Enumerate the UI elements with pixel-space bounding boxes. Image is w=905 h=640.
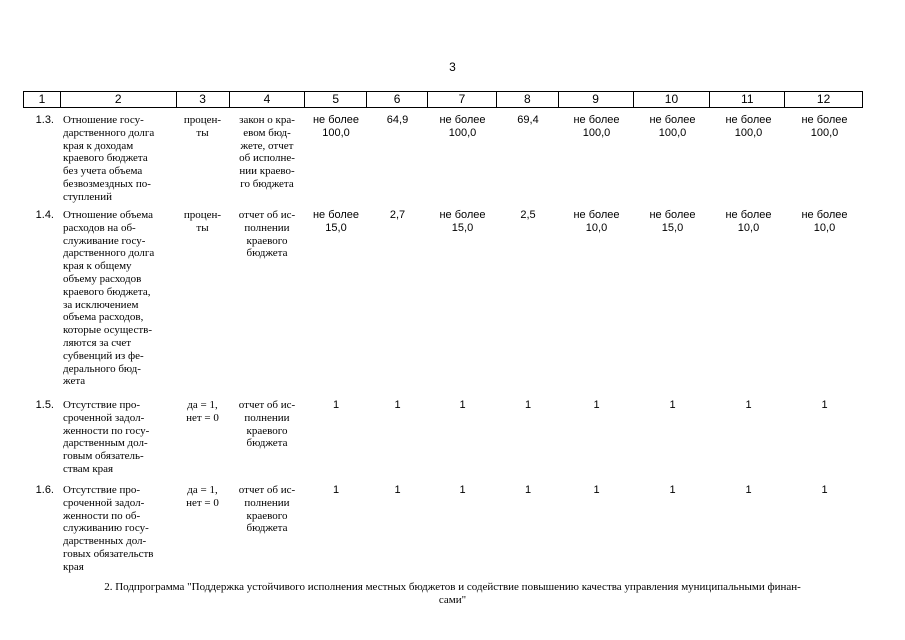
unit-of-measure: процен- ты xyxy=(183,114,222,139)
column-header-6: 6 xyxy=(367,92,428,107)
value-col-9: 1 xyxy=(593,399,600,411)
value-col-6: 2,7 xyxy=(389,209,406,221)
page-number: 3 xyxy=(449,60,456,74)
table-header-row xyxy=(23,91,863,108)
value-col-11: 1 xyxy=(745,399,752,411)
row-number: 1.3. xyxy=(35,114,54,126)
value-col-10: 1 xyxy=(669,399,676,411)
column-header-5: 5 xyxy=(305,92,367,107)
column-header-7: 7 xyxy=(428,92,497,107)
value-col-7: 1 xyxy=(459,399,466,411)
column-header-1: 1 xyxy=(24,92,61,107)
value-col-8: 69,4 xyxy=(517,114,539,126)
data-source: отчет об ис- полнении краевого бюджета xyxy=(238,209,296,260)
value-col-5: 1 xyxy=(332,484,340,496)
value-col-11: 1 xyxy=(745,484,752,496)
value-col-8: 2,5 xyxy=(520,209,536,221)
value-col-12: 1 xyxy=(821,484,828,496)
indicator-name: Отношение объема расходов на об- служивание госу- дарственного долга края к общему объему расходов краевого бюджета, за исключением объема расходов, которые осуществ- ляются за счет субвенций из фе- дерального бюд- жета xyxy=(63,209,155,388)
value-col-7: не более 100,0 xyxy=(439,114,486,139)
indicator-name: Отсутствие про- сроченной задол- женности по госу- дарственным дол- говым обязатель- ствам края xyxy=(63,399,150,475)
column-header-3: 3 xyxy=(177,92,230,107)
value-col-6: 1 xyxy=(394,399,401,411)
row-number: 1.6. xyxy=(35,484,54,496)
value-col-8: 1 xyxy=(524,399,532,411)
row-number: 1.5. xyxy=(35,399,54,411)
column-header-8: 8 xyxy=(497,92,559,107)
value-col-5: не более 15,0 xyxy=(312,209,360,234)
column-header-12: 12 xyxy=(816,92,831,106)
table-row xyxy=(23,480,863,576)
value-col-10: не более 100,0 xyxy=(649,114,696,139)
column-header-2: 2 xyxy=(61,92,177,107)
data-source: закон о кра- евом бюд- жете, отчет об исполне- нии краево- го бюджета xyxy=(239,114,295,190)
column-header-4: 4 xyxy=(230,92,306,107)
unit-of-measure: да = 1, нет = 0 xyxy=(186,484,219,509)
value-col-5: 1 xyxy=(332,399,340,411)
value-col-8: 1 xyxy=(524,484,532,496)
value-col-9: 1 xyxy=(593,484,600,496)
data-source: отчет об ис- полнении краевого бюджета xyxy=(238,484,296,535)
table-row xyxy=(23,110,863,205)
subprogram-heading: 2. Подпрограмма "Поддержка устойчивого исполнения местных бюджетов и содействие повышению качества управления муниципальными финан- сами" xyxy=(104,581,801,606)
unit-of-measure: да = 1, нет = 0 xyxy=(186,399,219,424)
value-col-12: 1 xyxy=(821,399,828,411)
unit-of-measure: процен- ты xyxy=(183,209,222,234)
value-col-11: не более 10,0 xyxy=(725,209,772,234)
value-col-10: не более 15,0 xyxy=(649,209,696,234)
column-header-9: 9 xyxy=(559,92,634,107)
value-col-7: не более 15,0 xyxy=(439,209,486,234)
value-col-6: 1 xyxy=(394,484,401,496)
indicator-name: Отношение госу- дарственного долга края к доходам краевого бюджета без учета объема безвозмездных по- ступлений xyxy=(63,114,155,203)
table-row xyxy=(23,395,863,480)
row-number: 1.4. xyxy=(35,209,54,221)
value-col-6: 64,9 xyxy=(386,114,409,126)
column-header-10: 10 xyxy=(634,92,711,107)
value-col-5: не более 100,0 xyxy=(312,114,360,139)
data-source: отчет об ис- полнении краевого бюджета xyxy=(238,399,296,450)
value-col-11: не более 100,0 xyxy=(725,114,772,139)
indicator-name: Отсутствие про- сроченной задол- женности по об- служиванию госу- дарственных дол- говых обязательств края xyxy=(63,484,154,573)
table-row xyxy=(23,205,863,395)
column-header-11: 11 xyxy=(710,92,785,107)
value-col-9: не более 10,0 xyxy=(573,209,620,234)
value-col-7: 1 xyxy=(459,484,466,496)
value-col-10: 1 xyxy=(669,484,676,496)
value-col-12: не более 10,0 xyxy=(801,209,848,234)
table-body xyxy=(23,110,863,576)
value-col-9: не более 100,0 xyxy=(573,114,620,139)
value-col-12: не более 100,0 xyxy=(801,114,848,139)
